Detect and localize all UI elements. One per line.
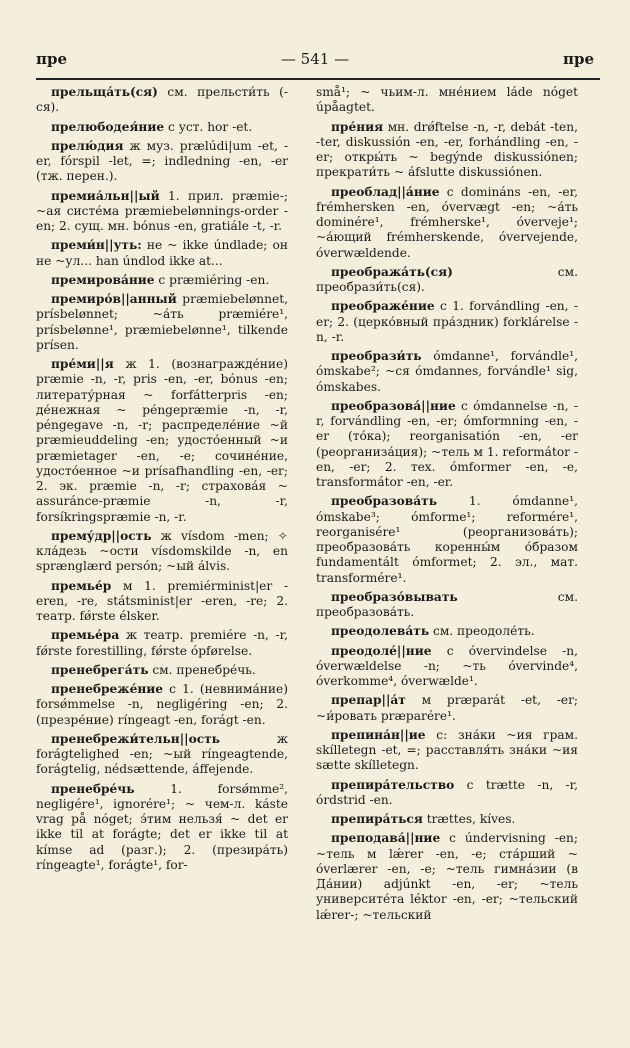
entry-definition: ж vísdom -men; ✧ кла́дезь ~ости vísdomskilde -n, en sprænglærd persón; ~ый álvis. [36, 528, 288, 574]
dictionary-entry [316, 778, 578, 809]
dictionary-entry [36, 628, 288, 659]
dictionary-entry [36, 85, 288, 116]
dictionary-entry [316, 399, 578, 491]
entry-headword: премье́ра [51, 628, 120, 643]
entry-definition: præmiebelønnet, prísbelønnet; ~а́ть præmiére¹, prísbelønne¹, præmiebelønne¹, tilkende prísen. [36, 292, 288, 352]
entry-headword: препина́н||ие [331, 727, 426, 742]
entry-definition: 1. прил. præmie-; ~ая систе́ма præmiebelønnings-order -en; 2. сущ. мн. bónus -en, gratiále -t, -r. [36, 188, 288, 233]
entry-definition: см. прельсти́ть (-ся). [36, 85, 288, 115]
entry-headword: пренебреже́ние [51, 682, 164, 696]
entry-definition: ж театр. premiére -n, -r, fǿrste forestilling, fǿrste ópførelse. [36, 628, 288, 658]
entry-headword: преобразова́ть [331, 494, 437, 509]
entry-headword: прелюбодея́ние [51, 119, 165, 134]
entry-headword: пренебрега́ть [51, 662, 149, 677]
dictionary-entry [316, 831, 578, 923]
dictionary-entry [36, 292, 288, 353]
dictionary-entry [36, 120, 288, 135]
entry-definition: ж forágtelighed -en; ~ый ríngeagtende, forágtelig, nédsættende, áffejende. [36, 731, 288, 777]
right-guide-word: пре [562, 50, 594, 68]
entry-definition: с domináns -en, -er, frémhersken -en, óvervægt -en; ~а́ть dominére¹, frémherske¹, óverveje¹; ~а́ющий frémherskende, óvervejende, óverwældende. [316, 184, 578, 260]
dictionary-entry [36, 529, 288, 575]
right-column [316, 85, 578, 927]
entry-definition: с 1. forvándling -en, -er; 2. (церко́вный пра́здник) forklárelse -n, -r. [316, 299, 578, 344]
dictionary-entry [316, 624, 578, 639]
entry-headword: препира́ться [331, 812, 423, 826]
dictionary-entry [36, 782, 288, 874]
dictionary-entry [316, 185, 578, 261]
entry-definition: с ómdannelse -n, -r, forvándling -en, -er; ómformning -en, -er (то́ка); reorganisatión -en, -er (реорганиза́ция); ~тель м 1. reformátor -en, -er; 2. тех. ómformer -en, -e, transformátor -en, -er. [316, 398, 578, 489]
entry-definition: с trætte -n, -r, órdstrid -en. [316, 777, 578, 807]
entry-headword: премье́р [51, 578, 112, 593]
entry-definition: м 1. premiérminist|er -eren, -re, státsminist|er -eren, -re; 2. театр. fǿrste élsker. [36, 578, 288, 623]
entry-headword: пренебре́чь [51, 781, 135, 796]
entry-headword: пре́ния [331, 119, 384, 134]
entry-headword: препар||а́т [331, 693, 406, 708]
dictionary-entry [316, 728, 578, 774]
entry-headword: преобразова́||ние [331, 398, 456, 413]
entry-headword: прему́др||ость [51, 528, 152, 543]
dictionary-entry [36, 357, 288, 525]
entry-definition: см. преобрази́ть(ся). [316, 264, 578, 294]
entry-definition: м præparát -et, -er; ~и́ровать præparére¹. [316, 693, 578, 723]
dictionary-entry [316, 265, 578, 296]
entry-definition: мн. drǿftelse -n, -r, debát -ten, -ter, diskussión -en, -er, forhándling -en, -er; откры́ть ~ begýnde diskussiónen; прекрати́ть ~ áfslutte diskussiónen. [316, 119, 578, 180]
dictionary-entry [316, 590, 578, 621]
entry-definition: ómdanne¹, forvándle¹, ómskabe²; ~ся ómdannes, forvándle¹ sig, ómskabes. [316, 349, 578, 394]
entry-headword: премиро́в||анный [51, 292, 177, 306]
entry-headword: преподава́||ние [331, 831, 441, 846]
entry-definition: ж муз. prælúdi|um -et, -er, fórspil -let, =; indledning -en, -er (тж. перен.). [36, 138, 288, 184]
entry-headword: премирова́ние [51, 272, 155, 287]
entry-definition: не ~ ikke úndlade; он не ~ул... han úndlod ikke at... [36, 238, 288, 268]
entry-headword: пре́ми||я [51, 357, 114, 371]
page-number: — 541 — [280, 50, 350, 68]
entry-headword: пренебрежи́тельн||ость [51, 731, 220, 746]
entry-definition: 1. ómdanne¹, ómskabe³; ómforme¹; reformére¹, reorganisére¹ (реорганизова́ть); преобразова́ть коренны́м о́бразом fundamentált ómformet; 2. эл., мат. transformére¹. [316, 494, 578, 585]
entry-definition: с: зна́ки ~ия грам. skílletegn -et, =; расставля́ть зна́ки ~ия sætte skílletegn. [316, 727, 578, 773]
dictionary-entry [36, 682, 288, 728]
dictionary-entry [316, 494, 578, 586]
dictionary-entry [36, 273, 288, 288]
dictionary-entry [316, 693, 578, 724]
entry-definition: с óvervindelse -n, óverwældelse -n; ~ть óvervinde⁴, óverkomme⁴, óverwælde¹. [316, 643, 578, 688]
entry-definition: с úndervisning -en; ~тель м lǽrer -en, -e; ста́рший ~ óverlærer -en, -e; ~тель гимна́зии (в Да́нии) adjúnkt -en, -er; ~тель университе́та léktor -en, -er; ~тельский lǽrer-; ~тельский [316, 831, 578, 922]
entry-definition: см. пренебре́чь. [148, 662, 256, 677]
entry-definition: små¹; ~ чьим-л. мне́нием láde nóget úpåagtet. [316, 85, 578, 115]
entry-headword: преодолева́ть [331, 624, 430, 639]
entry-headword: премиа́льн||ый [51, 188, 160, 203]
entry-definition: ж 1. (вознагражде́ние) præmie -n, -r, pris -en, -er, bónus -en; литерату́рная ~ forfátterpris -en; де́нежная ~ péngepræmie -n, -r, péngegave -n, -r; распределе́ние ~й præmieuddeling -en; удосто́енный ~и præmietager -en, -e; сочине́ние, удосто́енное ~и prísafhandling -en, -er; 2. эк. præmie -n, -r; страхова́я ~ assuránce-præmie -n, -r, forsíkringspræmie -n, -r. [36, 357, 288, 524]
header-rule [36, 78, 600, 80]
entry-definition: 1. forsǿmme², negligére¹, ignorére¹; ~ чем-л. káste vrag på nóget; э́тим нельзя́ ~ det er ikke til at forágte; det er ikke til at kímse ad (разг.); 2. (презира́ть) ríngeagte¹, forágte¹, for- [36, 781, 288, 872]
dictionary-entry [36, 189, 288, 235]
entry-headword: препира́тельство [331, 777, 455, 792]
entry-definition: trættes, kíves. [422, 812, 516, 826]
dictionary-entry [36, 663, 288, 678]
dictionary-entry [36, 579, 288, 625]
dictionary-entry [316, 85, 578, 116]
entry-definition: с præmiéring -en. [154, 272, 270, 287]
entry-headword: преображе́ние [331, 299, 435, 314]
entry-headword: преми́н||уть: [51, 238, 142, 253]
dictionary-entry [316, 299, 578, 345]
dictionary-entry [316, 349, 578, 395]
entry-definition: с уст. hor -et. [164, 119, 253, 134]
entry-headword: преобража́ть(ся) [331, 264, 453, 279]
entry-headword: преоблад||а́ние [331, 184, 440, 199]
dictionary-entry [316, 644, 578, 690]
left-guide-word: пре [36, 50, 68, 68]
entry-headword: преобразо́вывать [331, 589, 458, 604]
entry-definition: см. преобразова́ть. [316, 589, 578, 619]
left-column [36, 85, 288, 877]
entry-definition: см. преодоле́ть. [429, 624, 535, 639]
dictionary-entry [316, 812, 578, 827]
entry-headword: преодоле́||ние [331, 643, 432, 658]
entry-headword: преобрази́ть [331, 349, 422, 363]
dictionary-entry [36, 139, 288, 185]
dictionary-entry [36, 238, 288, 269]
page-header [36, 50, 594, 76]
entry-headword: прельща́ть(ся) [51, 85, 158, 99]
entry-definition: с 1. (невнима́ние) forsǿmmelse -n, negligéring -en; 2. (презре́ние) ríngeagt -en, forágt -en. [36, 682, 288, 727]
dictionary-entry [36, 732, 288, 778]
entry-headword: прелю́дия [51, 138, 124, 153]
dictionary-entry [316, 120, 578, 181]
